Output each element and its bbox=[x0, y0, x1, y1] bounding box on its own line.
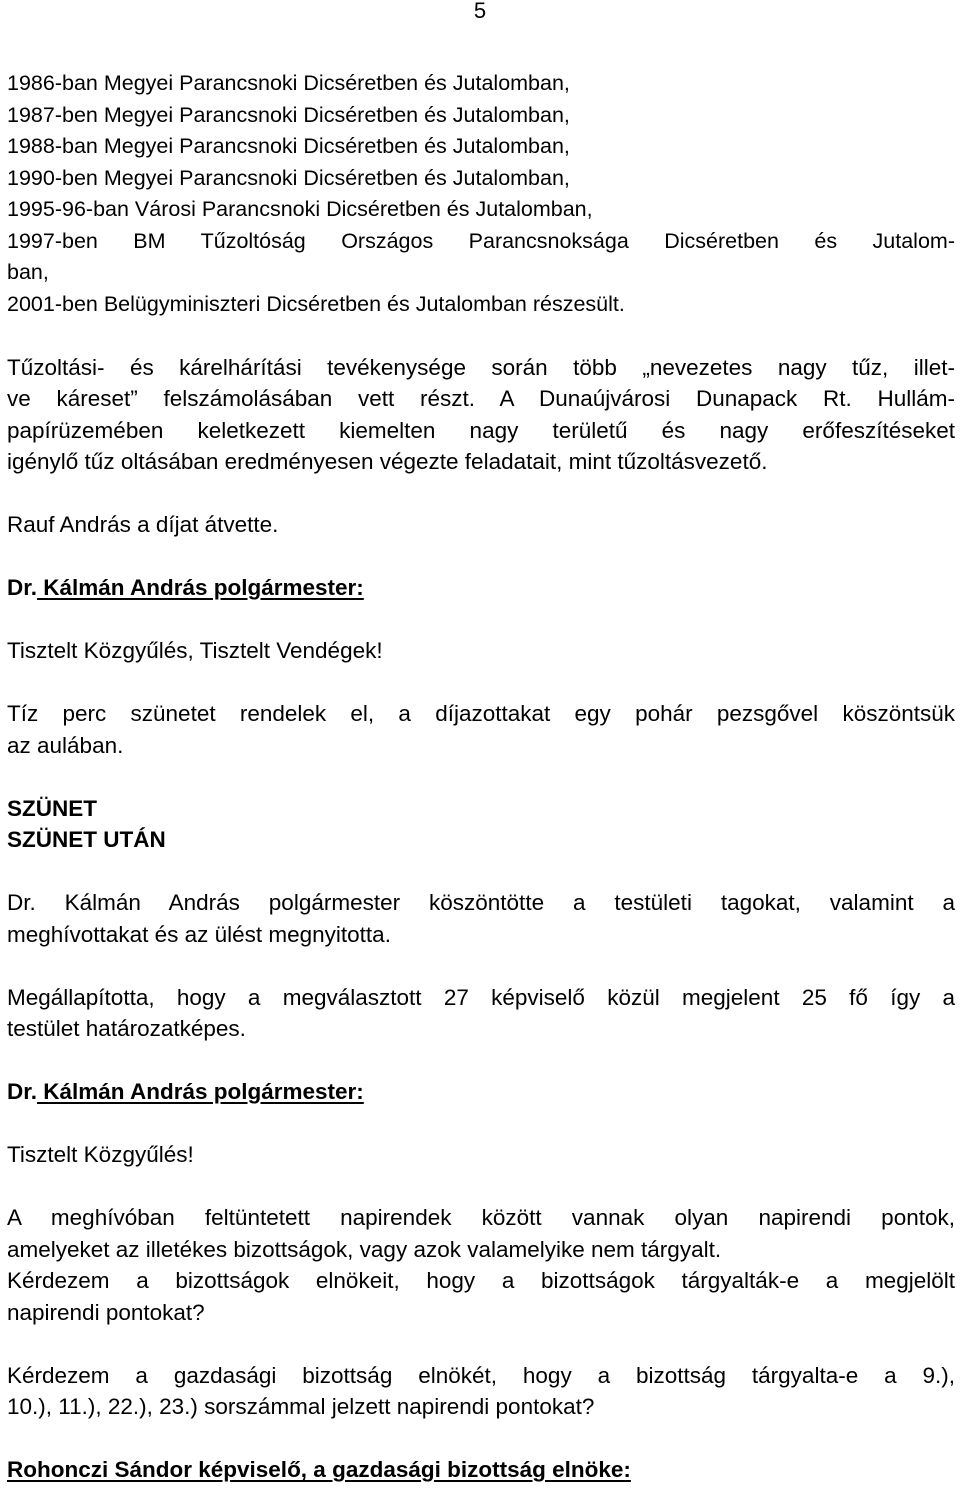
award-line: ban, bbox=[7, 260, 49, 284]
greeting: Tisztelt Közgyűlés! bbox=[7, 1142, 194, 1167]
awards-list bbox=[7, 68, 955, 320]
firefighting-paragraph bbox=[7, 352, 955, 478]
paragraph-line: napirendi pontokat? bbox=[7, 1299, 205, 1325]
paragraph-line: ve káreset” felszámolásában vett részt. A Dunaújvárosi Dunapack Rt. Hullám- bbox=[7, 386, 955, 411]
paragraph-line: Tűzoltási- és kárelhárítási tevékenysége során több „nevezetes nagy tűz, illet- bbox=[7, 354, 955, 380]
paragraph-line: testület határozatképes. bbox=[7, 1016, 246, 1041]
award-line: 1997-ben BM Tűzoltóság Országos Parancsnoksága Dicséretben és Jutalom- bbox=[7, 228, 955, 253]
award-received-text: Rauf András a díjat átvette. bbox=[7, 512, 279, 537]
paragraph-line: papírüzemében keletkezett kiemelten nagy területű és nagy erőfeszítéseket bbox=[7, 417, 955, 443]
paragraph-line: Dr. Kálmán András polgármester köszöntötte a testületi tagokat, valamint a bbox=[7, 890, 955, 915]
award-line: 1988-ban Megyei Parancsnoki Dicséretben és Jutalomban, bbox=[7, 134, 570, 158]
speaker-heading bbox=[7, 1076, 955, 1108]
agenda-paragraph bbox=[7, 1202, 955, 1328]
paragraph-line: Megállapította, hogy a megválasztott 27 képviselő közül megjelent 25 fő így a bbox=[7, 984, 955, 1010]
reopening-paragraph bbox=[7, 887, 955, 950]
paragraph-line: igénylő tűz oltásában eredményesen végezte feladatait, mint tűzoltásvezető. bbox=[7, 449, 768, 474]
award-line: 1986-ban Megyei Parancsnoki Dicséretben és Jutalomban, bbox=[7, 71, 570, 95]
speaker-heading: Rohonczi Sándor képviselő, a gazdasági bizottság elnöke: bbox=[7, 1457, 631, 1482]
speaker-prefix: Dr. bbox=[7, 1079, 38, 1104]
page-number: 5 bbox=[473, 0, 487, 23]
paragraph-line: Tíz perc szünetet rendelek el, a díjazottakat egy pohár pezsgővel köszöntsük bbox=[7, 701, 955, 726]
quorum-paragraph bbox=[7, 982, 955, 1045]
paragraph-line: Kérdezem a bizottságok elnökeit, hogy a bizottságok tárgyalták-e a megjelölt bbox=[7, 1268, 955, 1293]
award-line: 2001-ben Belügyminiszteri Dicséretben és Jutalomban részesült. bbox=[7, 291, 625, 316]
speaker-heading bbox=[7, 572, 955, 604]
speaker-name: Kálmán András polgármester: bbox=[37, 575, 364, 600]
paragraph-line: 10.), 11.), 22.), 23.) sorszámmal jelzett napirendi pontokat? bbox=[7, 1394, 595, 1419]
greeting: Tisztelt Közgyűlés, Tisztelt Vendégek! bbox=[7, 638, 383, 663]
award-line: 1990-ben Megyei Parancsnoki Dicséretben és Jutalomban, bbox=[7, 165, 570, 190]
speaker-prefix: Dr. bbox=[7, 575, 38, 600]
paragraph-line: meghívottakat és az ülést megnyitotta. bbox=[7, 921, 391, 947]
speaker-name: Kálmán András polgármester: bbox=[37, 1079, 364, 1104]
document-body bbox=[7, 68, 955, 1486]
paragraph-line: Kérdezem a gazdasági bizottság elnökét, hogy a bizottság tárgyalta-e a 9.), bbox=[7, 1362, 955, 1388]
economic-question-paragraph bbox=[7, 1360, 955, 1423]
paragraph-line: amelyeket az illetékes bizottságok, vagy azok valamelyike nem tárgyalt. bbox=[7, 1236, 722, 1262]
paragraph-line: A meghívóban feltüntetett napirendek között vannak olyan napirendi pontok, bbox=[7, 1205, 955, 1230]
award-line: 1995-96-ban Városi Parancsnoki Dicséretben és Jutalomban, bbox=[7, 197, 593, 221]
break-announcement bbox=[7, 698, 955, 761]
break-heading: SZÜNET bbox=[7, 795, 97, 821]
award-line: 1987-ben Megyei Parancsnoki Dicséretben és Jutalomban, bbox=[7, 102, 570, 127]
after-break-heading: SZÜNET UTÁN bbox=[7, 827, 166, 852]
paragraph-line: az aulában. bbox=[7, 732, 124, 758]
